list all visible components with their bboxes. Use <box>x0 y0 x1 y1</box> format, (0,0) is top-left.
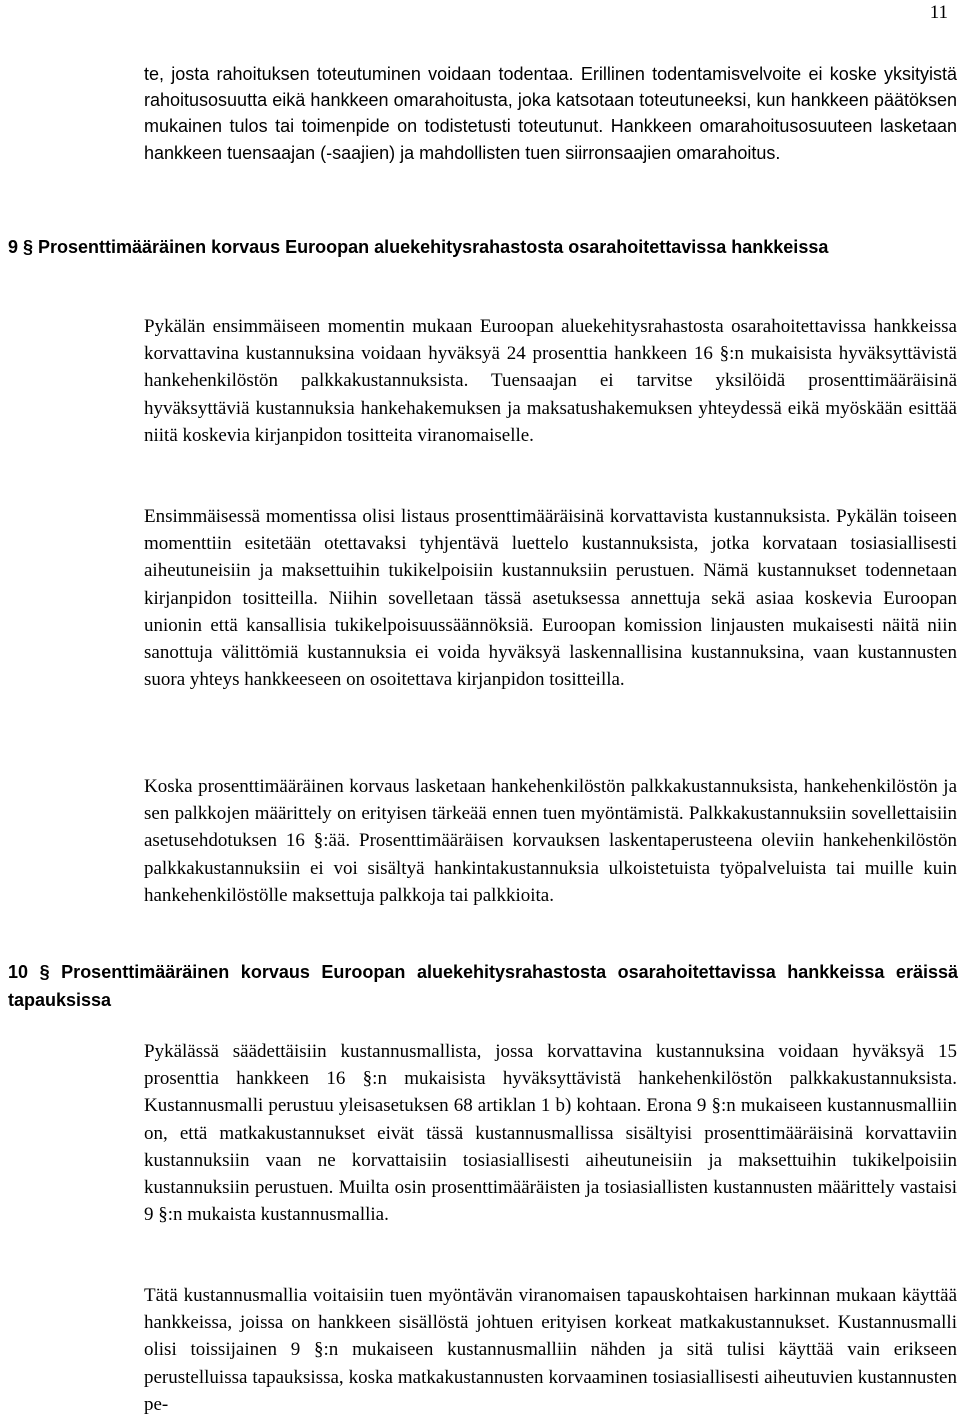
section-9-paragraph-3: Koska prosenttimääräinen korvaus lasketaan hankehenkilöstön palkkakustannuksista, hankehenkilöstön ja sen palkkojen määrittely on erityisen tärkeää ennen tuen myöntämistä. Palkkakustannuksiin sovellettaisiin asetusehdotuksen 16 §:ää. Prosenttimääräisen korvauksen laskentaperusteena oleviin hankehenkilöstön palkkakustannuksiin ei voi sisältyä hankintakustannuksia ulkoistetuista työpalveluista tai muille kuin hankehenkilöstölle maksettuja palkkoja tai palkkioita. <box>144 776 957 906</box>
page-number: 11 <box>929 2 948 23</box>
intro-paragraph: te, josta rahoituksen toteutuminen voidaan todentaa. Erillinen todentamisvelvoite ei koske yksityistä rahoitusosuutta eikä hankkeen omarahoitusta, joka katsotaan toteutuneeksi, kun hankkeen päätöksen mukainen tulos tai toimenpide on todistetusti toteutunut. Hankkeen omarahoitusosuuteen lasketaan hankkeen tuensaajan (-saajien) ja mahdollisten tuen siirronsaajien omarahoitus. <box>144 64 957 163</box>
section-9-heading: 9 § Prosenttimääräinen korvaus Euroopan aluekehitysrahastosta osarahoitettavissa hankkeissa <box>8 237 829 257</box>
section-10-paragraph-2: Tätä kustannusmallia voitaisiin tuen myöntävän viranomaisen tapauskohtaisen harkinnan mukaan käyttää hankkeissa, joissa on hankkeen sisällöstä johtuen erityisen korkeat matkakustannukset. Kustannusmalli olisi toissijainen 9 §:n mukaiseen kustannusmalliin nähden ja sitä tulisi käyttää vain erikseen perustelluissa tapauksissa, koska matkakustannusten korvaaminen tosiasiallisesti aiheutuvien kustannusten pe- <box>144 1285 957 1415</box>
section-9-paragraph-2: Ensimmäisessä momentissa olisi listaus prosenttimääräisinä korvattavista kustannuksista. Pykälän toiseen momenttiin esitetään otettavaksi tyhjentävä luettelo kustannuksista, jotka korvataan tosiasiallisesti aiheutuneisiin ja maksettuihin tukikelpoisiin kustannuksiin perustuen. Nämä kustannukset todennetaan kirjanpidon tositteilla. Niihin sovelletaan tässä asetuksessa annettuja sekä asiaa koskevia Euroopan unionin että kansallisia tukikelpoisuussäännöksiä. Euroopan komission linjausten mukaisesti näitä niin sanottuja välittömiä kustannuksia ei voida hyväksyä laskennallisina kustannuksina, vaan kustannusten suora yhteys hankkeeseen on osoitettava kirjanpidon tositteilla. <box>144 506 957 691</box>
section-10-heading: 10 § Prosenttimääräinen korvaus Euroopan aluekehitysrahastosta osarahoitettavissa hankkeissa eräissä tapauksissa <box>8 962 958 1010</box>
section-9-paragraph-1: Pykälän ensimmäiseen momentin mukaan Euroopan aluekehitysrahastosta osarahoitettavissa hankkeissa korvattavina kustannuksina voidaan hyväksyä 24 prosenttia hankkeen 16 §:n mukaisista hyväksyttävistä hankehenkilöstön palkkakustannuksista. Tuensaajan ei tarvitse yksilöidä prosenttimääräisinä hyväksyttäviä kustannuksia hankehakemuksen ja maksatushakemuksen yhteydessä eikä myöskään esittää niitä koskevia kirjanpidon tositteita viranomaiselle. <box>144 316 957 446</box>
section-10-paragraph-1: Pykälässä säädettäisiin kustannusmallista, jossa korvattavina kustannuksina voidaan hyväksyä 15 prosenttia hankkeen 16 §:n mukaisista hyväksyttävistä hankehenkilöstön palkkakustannuksista. Kustannusmalli perustuu yleisasetuksen 68 artiklan 1 b) kohtaan. Erona 9 §:n mukaiseen kustannusmalliin on, että matkakustannukset eivät tässä kustannusmallissa sisältyisi prosenttimääräisinä korvattaviin kustannuksiin vaan ne korvattaisiin tosiasiallisesti aiheutuneisiin ja maksettuihin tukikelpoisiin kustannuksiin perustuen. Muilta osin prosenttimääräisten ja tosiasiallisten kustannusten määrittely vastaisi 9 §:n mukaista kustannusmallia. <box>144 1041 957 1226</box>
